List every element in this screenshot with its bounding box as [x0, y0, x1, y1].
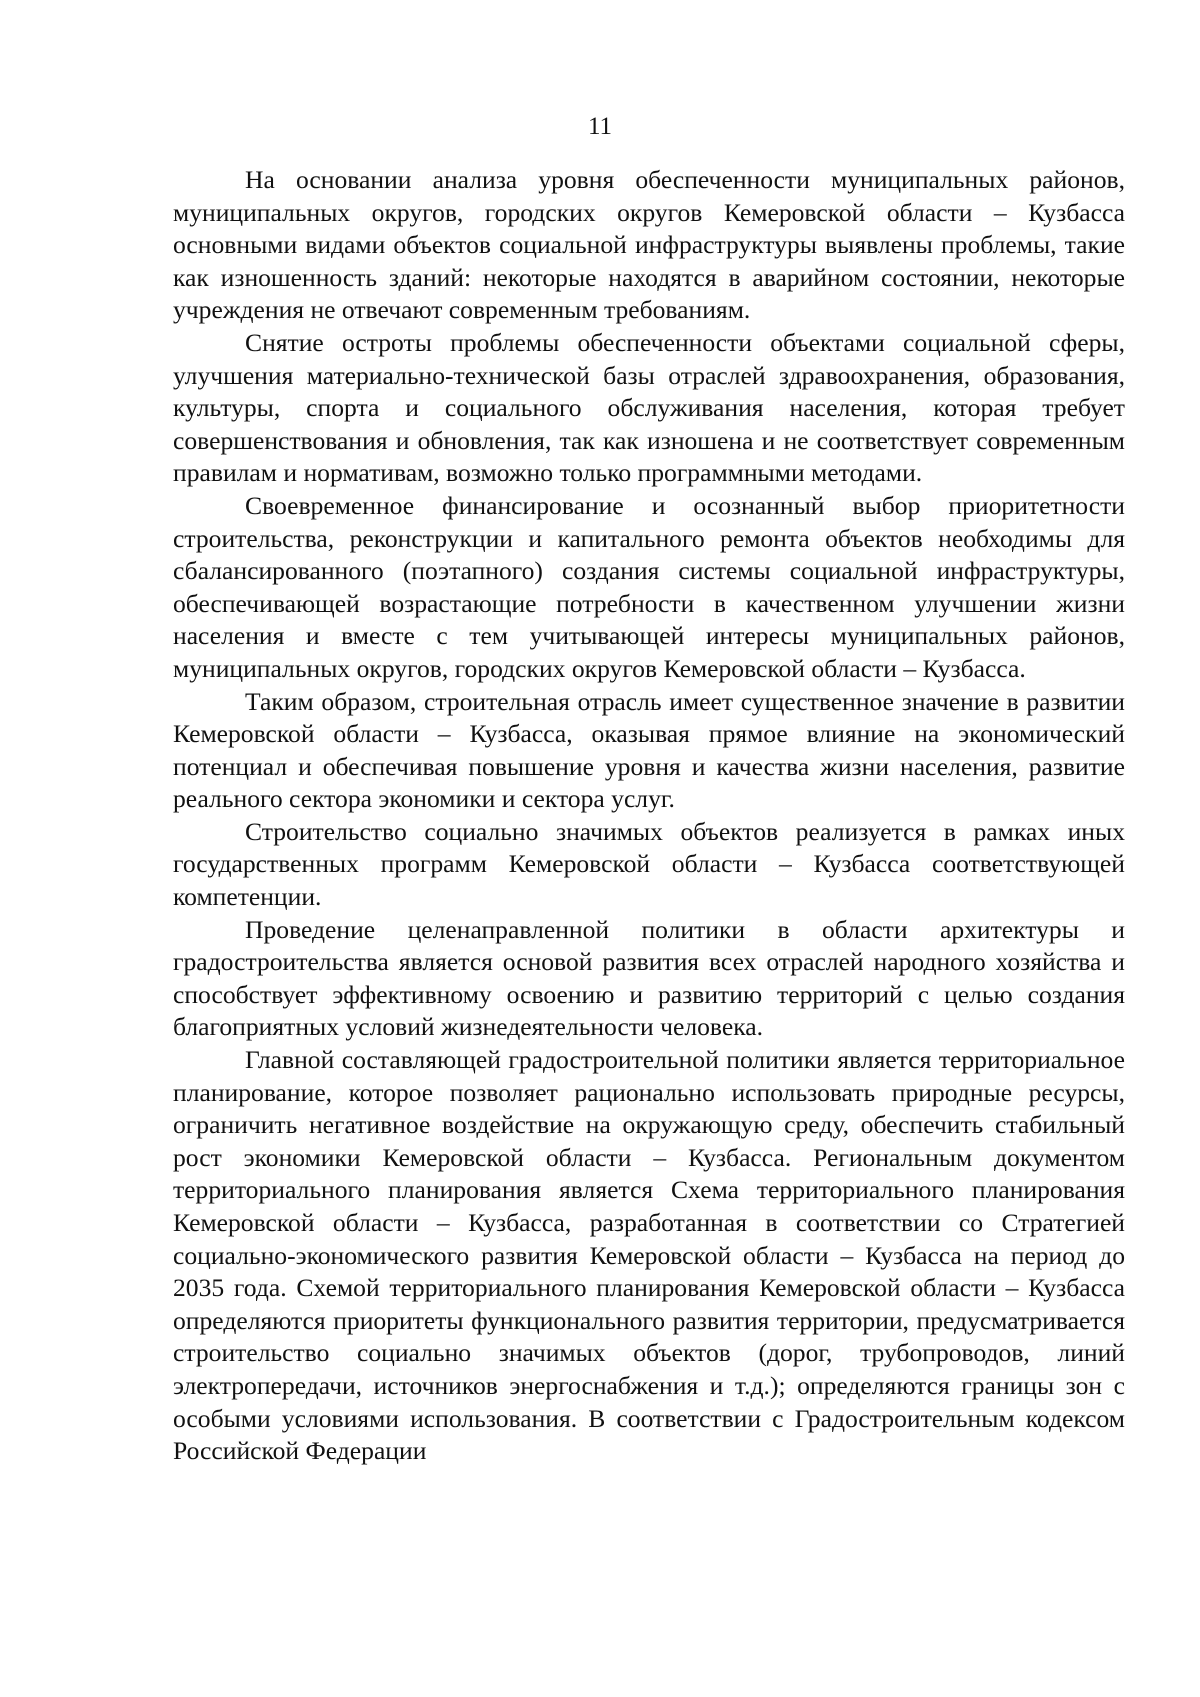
paragraph-7: Главной составляющей градостроительной политики является территориальное планирование, которое позволяет рационально использовать природные ресурсы, ограничить негативное воздействие на окружающую среду, обеспечить стабильный рост экономики Кемеровской области – Кузбасса. Региональным документом территориального планирования является Схема территориального планирования Кемеровской области – Кузбасса, разработанная в соответствии со Стратегией социально-экономического развития Кемеровской области – Кузбасса на период до 2035 года. Схемой территориального планирования Кемеровской области – Кузбасса определяются приоритеты функционального развития территории, предусматривается строительство социально значимых объектов (дорог, трубопроводов, линий электропередачи, источников энергоснабжения и т.д.); определяются границы зон с особыми условиями использования. В соответствии с Градостроительным кодексом Российской Федерации: [173, 1045, 1125, 1466]
paragraph-4: Таким образом, строительная отрасль имеет существенное значение в развитии Кемеровской области – Кузбасса, оказывая прямое влияние на экономический потенциал и обеспечивая повышение уровня и качества жизни населения, развитие реального сектора экономики и сектора услуг.: [173, 686, 1125, 814]
paragraph-2: Снятие остроты проблемы обеспеченности объектами социальной сферы, улучшения материально-технической базы отраслей здравоохранения, образования, культуры, спорта и социального обслуживания населения, которая требует совершенствования и обновления, так как изношена и не соответствует современным правилам и нормативам, возможно только программными методами.: [173, 327, 1125, 488]
paragraph-6: Проведение целенаправленной политики в области архитектуры и градостроительства является основой развития всех отраслей народного хозяйства и способствует эффективному освоению и развитию территорий с целью создания благоприятных условий жизнедеятельности человека.: [173, 914, 1125, 1042]
document-body: [173, 164, 1125, 1468]
page-number: 11: [587, 113, 613, 140]
paragraph-5: Строительство социально значимых объектов реализуется в рамках иных государственных программ Кемеровской области – Кузбасса соответствующей компетенции.: [173, 816, 1125, 912]
paragraph-1: На основании анализа уровня обеспеченности муниципальных районов, муниципальных округов, городских округов Кемеровской области – Кузбасса основными видами объектов социальной инфраструктуры выявлены проблемы, такие как изношенность зданий: некоторые находятся в аварийном состоянии, некоторые учреждения не отвечают современным требованиям.: [173, 165, 1125, 325]
paragraph-3: Своевременное финансирование и осознанный выбор приоритетности строительства, реконструкции и капитального ремонта объектов необходимы для сбалансированного (поэтапного) создания системы социальной инфраструктуры, обеспечивающей возрастающие потребности в качественном улучшении жизни населения и вместе с тем учитывающей интересы муниципальных районов, муниципальных округов, городских округов Кемеровской области – Кузбасса.: [173, 490, 1125, 683]
